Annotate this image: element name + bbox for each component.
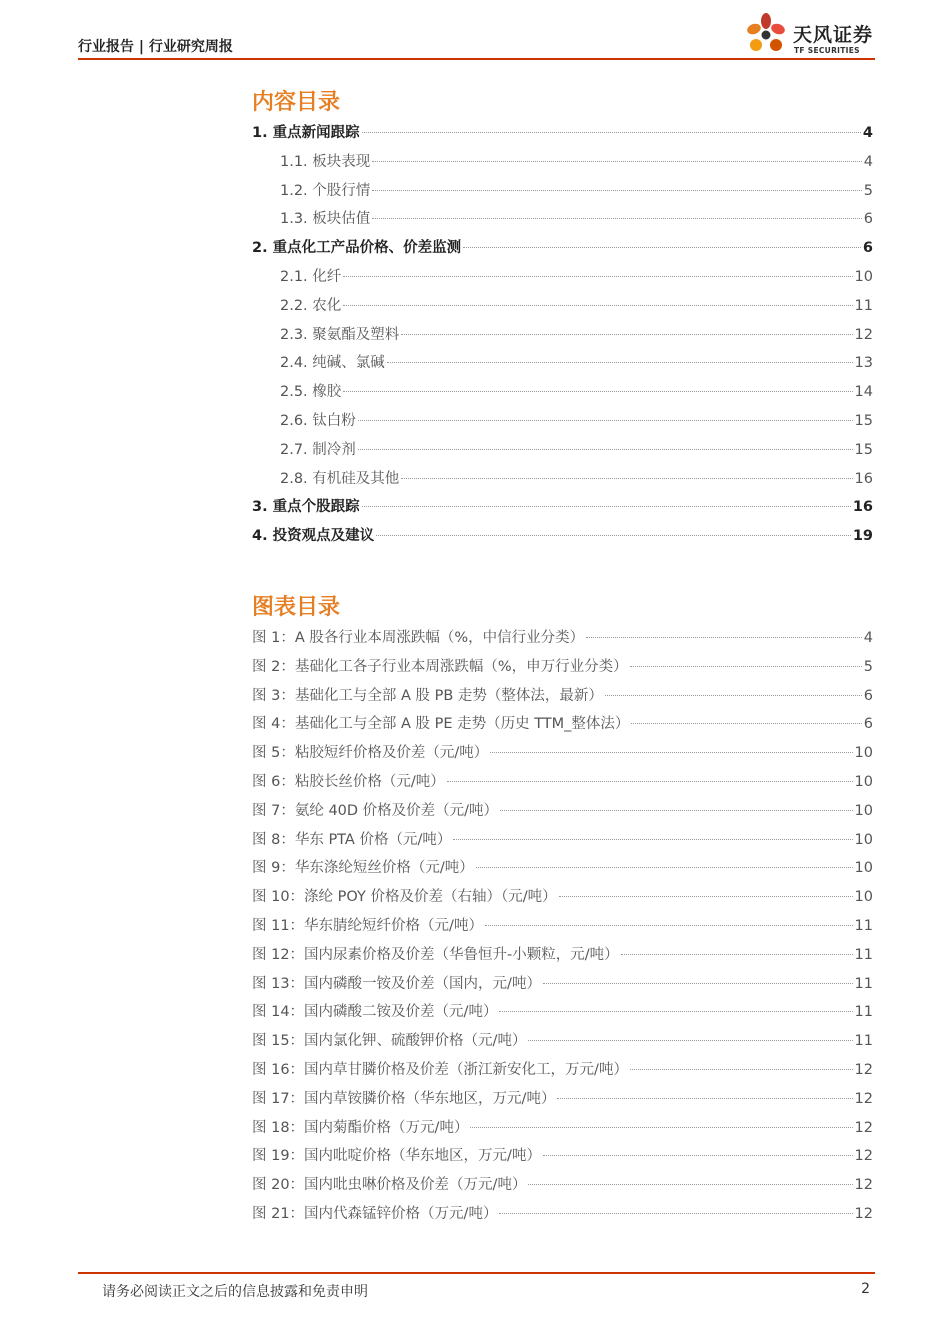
toc-entry-label: 图 4：基础化工与全部 A 股 PE 走势（历史 TTM_整体法）	[252, 716, 630, 733]
toc-entry[interactable]	[252, 768, 873, 797]
dot-leader	[630, 1069, 853, 1070]
toc-entry[interactable]	[252, 1085, 873, 1114]
dot-leader	[362, 132, 861, 133]
logo-english-name: TF SECURITIES	[794, 46, 860, 55]
toc-entry-label: 图 6：粘胶长丝价格（元/吨）	[252, 773, 445, 790]
dot-leader	[401, 334, 852, 335]
toc-entry-label: 图 13：国内磷酸一铵及价差（国内，元/吨）	[252, 975, 541, 992]
toc-entry-page: 6	[863, 211, 873, 228]
toc-entry[interactable]	[252, 1027, 873, 1056]
toc-entry-label: 图 8：华东 PTA 价格（元/吨）	[252, 831, 452, 848]
toc-entry[interactable]	[252, 378, 873, 407]
toc-entry-label: 1.1. 板块表现	[280, 153, 371, 170]
contents-title: 内容目录	[252, 90, 341, 115]
toc-entry-page: 12	[854, 1090, 873, 1107]
dot-leader	[470, 1127, 852, 1128]
dot-leader	[362, 506, 851, 507]
toc-entry[interactable]	[252, 998, 873, 1027]
toc-entry[interactable]	[252, 912, 873, 941]
dot-leader	[372, 190, 861, 191]
toc-entry-label: 图 1：A 股各行业本周涨跌幅（%，中信行业分类）	[252, 630, 585, 646]
dot-leader	[605, 695, 862, 696]
toc-entry[interactable]	[252, 970, 873, 999]
dot-leader	[630, 666, 862, 667]
toc-entry-label: 1.3. 板块估值	[280, 211, 371, 228]
toc-entry[interactable]	[252, 941, 873, 970]
toc-entry-label: 图 14：国内磷酸二铵及价差（元/吨）	[252, 1004, 498, 1021]
toc-entry[interactable]	[252, 465, 873, 494]
toc-entry-page: 10	[854, 268, 873, 285]
page-number: 2	[861, 1281, 870, 1297]
toc-entry-page: 16	[854, 470, 873, 487]
contents-list	[252, 119, 873, 551]
toc-entry-page: 10	[854, 745, 873, 762]
toc-entry-label: 图 7：氨纶 40D 价格及价差（元/吨）	[252, 802, 499, 819]
toc-entry-page: 11	[854, 917, 873, 934]
toc-entry-label: 2.4. 纯碱、氯碱	[280, 355, 385, 372]
toc-entry-page: 10	[854, 889, 873, 906]
toc-entry[interactable]	[252, 1171, 873, 1200]
toc-entry[interactable]	[252, 682, 873, 711]
company-logo	[745, 8, 875, 60]
dot-leader	[499, 1213, 852, 1214]
toc-entry[interactable]	[252, 349, 873, 378]
toc-entry-label: 2.2. 农化	[280, 297, 342, 314]
toc-entry[interactable]	[252, 624, 873, 653]
dot-leader	[343, 305, 852, 306]
dot-leader	[557, 1098, 852, 1099]
toc-entry[interactable]	[252, 234, 873, 263]
toc-entry-label: 2.3. 聚氨酯及塑料	[280, 326, 400, 343]
toc-entry-label: 图 5：粘胶短纤价格及价差（元/吨）	[252, 745, 489, 762]
footer-rule	[78, 1272, 875, 1274]
dot-leader	[559, 896, 853, 897]
toc-entry-page: 19	[852, 528, 873, 545]
toc-entry[interactable]	[252, 407, 873, 436]
toc-entry-label: 图 21：国内代森锰锌价格（万元/吨）	[252, 1205, 498, 1222]
dot-leader	[343, 276, 852, 277]
footer-disclaimer: 请务必阅读正文之后的信息披露和免责申明	[102, 1284, 368, 1300]
toc-entry-page: 11	[854, 297, 873, 314]
toc-entry-page: 14	[854, 384, 873, 401]
toc-entry[interactable]	[252, 1142, 873, 1171]
toc-entry-page: 11	[854, 946, 873, 963]
dot-leader	[463, 247, 861, 248]
toc-entry-label: 图 12：国内尿素价格及价差（华鲁恒升-小颗粒，元/吨）	[252, 946, 619, 963]
toc-entry-page: 5	[863, 182, 873, 199]
toc-entry[interactable]	[252, 148, 873, 177]
dot-leader	[528, 1040, 852, 1041]
toc-entry-page: 11	[854, 1033, 873, 1050]
toc-entry[interactable]	[252, 653, 873, 682]
toc-entry-label: 图 2：基础化工各子行业本周涨跌幅（%，申万行业分类）	[252, 658, 628, 675]
report-category: 行业报告 | 行业研究周报	[78, 39, 233, 55]
toc-entry-label: 2.5. 橡胶	[280, 384, 342, 401]
toc-entry-label: 图 20：国内吡虫啉价格及价差（万元/吨）	[252, 1177, 527, 1194]
toc-entry-page: 15	[854, 412, 873, 429]
dot-leader	[543, 1155, 853, 1156]
toc-entry[interactable]	[252, 321, 873, 350]
toc-entry-label: 4. 投资观点及建议	[252, 528, 375, 545]
toc-entry-page: 4	[863, 153, 873, 170]
toc-entry[interactable]	[252, 797, 873, 826]
toc-entry[interactable]	[252, 710, 873, 739]
toc-entry-label: 2. 重点化工产品价格、价差监测	[252, 240, 462, 257]
toc-entry-page: 4	[863, 630, 873, 646]
toc-entry[interactable]	[252, 522, 873, 551]
toc-entry-page: 12	[854, 1177, 873, 1194]
toc-entry[interactable]	[252, 1114, 873, 1143]
toc-entry-label: 图 18：国内菊酯价格（万元/吨）	[252, 1119, 469, 1136]
toc-entry-page: 6	[862, 240, 873, 257]
dot-leader	[358, 420, 853, 421]
toc-entry[interactable]	[252, 883, 873, 912]
dot-leader	[387, 362, 853, 363]
toc-entry[interactable]	[252, 177, 873, 206]
toc-entry-page: 12	[854, 1205, 873, 1222]
toc-entry-page: 4	[862, 125, 873, 141]
dot-leader	[372, 161, 861, 162]
toc-entry-label: 图 16：国内草甘膦价格及价差（浙江新安化工，万元/吨）	[252, 1061, 628, 1078]
dot-leader	[499, 1011, 852, 1012]
dot-leader	[490, 752, 852, 753]
toc-entry-page: 10	[854, 831, 873, 848]
toc-entry[interactable]	[252, 119, 873, 148]
toc-entry-label: 2.6. 钛白粉	[280, 412, 356, 429]
toc-entry-page: 12	[854, 1119, 873, 1136]
dot-leader	[372, 218, 861, 219]
toc-entry-page: 10	[854, 802, 873, 819]
toc-entry-label: 图 3：基础化工与全部 A 股 PB 走势（整体法，最新）	[252, 687, 603, 704]
toc-entry-page: 6	[863, 687, 873, 704]
toc-entry[interactable]	[252, 493, 873, 522]
dot-leader	[447, 781, 853, 782]
toc-entry[interactable]	[252, 1056, 873, 1085]
dot-leader	[401, 478, 852, 479]
toc-entry-page: 11	[854, 1004, 873, 1021]
toc-entry-page: 6	[863, 716, 873, 733]
toc-entry[interactable]	[252, 739, 873, 768]
figures-list	[252, 624, 873, 1229]
dot-leader	[631, 723, 861, 724]
toc-entry[interactable]	[252, 292, 873, 321]
dot-leader	[586, 637, 862, 638]
toc-entry-page: 16	[852, 499, 873, 516]
toc-entry[interactable]	[252, 263, 873, 292]
toc-entry-page: 10	[854, 860, 873, 877]
dot-leader	[376, 535, 851, 536]
toc-entry-page: 13	[854, 355, 873, 372]
dot-leader	[476, 867, 853, 868]
toc-entry-label: 1. 重点新闻跟踪	[252, 125, 360, 141]
flower-logo-icon	[745, 12, 787, 56]
toc-entry-label: 图 19：国内吡啶价格（华东地区，万元/吨）	[252, 1148, 541, 1165]
toc-entry[interactable]	[252, 205, 873, 234]
dot-leader	[500, 810, 852, 811]
toc-entry-label: 2.8. 有机硅及其他	[280, 470, 400, 487]
dot-leader	[358, 449, 853, 450]
toc-entry[interactable]	[252, 1200, 873, 1229]
toc-entry-label: 图 15：国内氯化钾、硫酸钾价格（元/吨）	[252, 1033, 527, 1050]
dot-leader	[621, 954, 853, 955]
dot-leader	[343, 391, 852, 392]
toc-entry-label: 图 17：国内草铵膦价格（华东地区，万元/吨）	[252, 1090, 556, 1107]
toc-entry[interactable]	[252, 854, 873, 883]
dot-leader	[543, 983, 853, 984]
dot-leader	[453, 839, 852, 840]
dot-leader	[485, 925, 853, 926]
toc-entry-label: 图 9：华东涤纶短丝价格（元/吨）	[252, 860, 474, 877]
toc-entry-label: 图 11：华东腈纶短纤价格（元/吨）	[252, 917, 483, 934]
toc-entry-page: 11	[854, 975, 873, 992]
figures-title: 图表目录	[252, 595, 341, 620]
toc-entry-page: 15	[854, 441, 873, 458]
toc-entry-page: 10	[854, 773, 873, 790]
dot-leader	[528, 1184, 852, 1185]
logo-chinese-name: 天风证券	[793, 24, 874, 46]
toc-entry-label: 3. 重点个股跟踪	[252, 499, 360, 516]
toc-entry[interactable]	[252, 436, 873, 465]
toc-entry-page: 12	[854, 1148, 873, 1165]
toc-entry-label: 图 10：涤纶 POY 价格及价差（右轴）（元/吨）	[252, 889, 557, 906]
toc-entry-label: 2.7. 制冷剂	[280, 441, 356, 458]
toc-entry-page: 5	[863, 658, 873, 675]
toc-entry-page: 12	[854, 1061, 873, 1078]
toc-entry[interactable]	[252, 826, 873, 855]
toc-entry-label: 1.2. 个股行情	[280, 182, 371, 199]
toc-entry-page: 12	[854, 326, 873, 343]
toc-entry-label: 2.1. 化纤	[280, 268, 342, 285]
